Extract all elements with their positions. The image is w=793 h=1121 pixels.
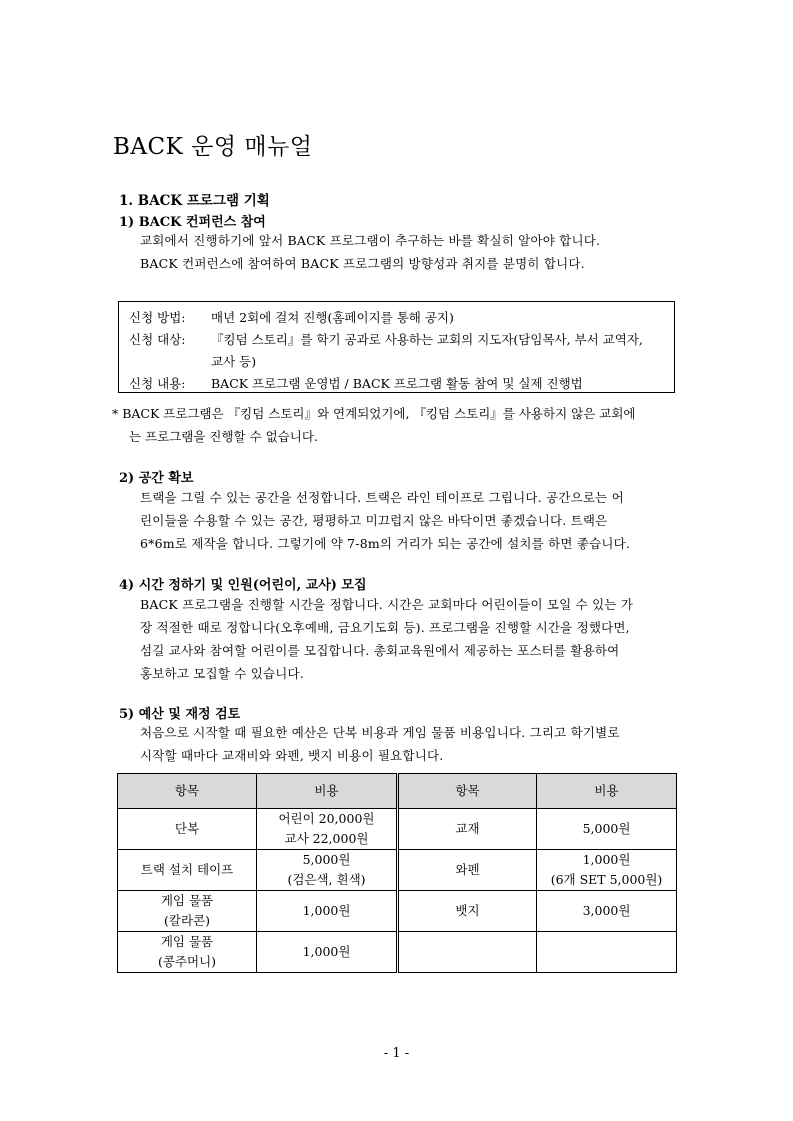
- item-line: (칼라콘): [164, 913, 210, 928]
- note-line: * BACK 프로그램은 『킹덤 스토리』와 연계되었기에, 『킹덤 스토리』를 사용하지 않은 교회에: [112, 406, 636, 421]
- paragraph-line: 장 적절한 때로 정합니다(오후예배, 금요기도회 등). 프로그램을 진행할 시간을 정했다면,: [140, 620, 630, 635]
- target-value-continued: 교사 등): [211, 354, 257, 369]
- item-cell: 단복: [118, 809, 257, 850]
- conference-paragraph: [140, 229, 678, 275]
- application-info-box: [118, 301, 675, 393]
- item-cell: 뱃지: [398, 891, 537, 932]
- page-number: - 1 -: [383, 1046, 410, 1061]
- table-row: [118, 891, 677, 932]
- budget-table: [117, 773, 677, 973]
- table-row: [118, 850, 677, 891]
- item-cell: 와펜: [398, 850, 537, 891]
- item-line: 게임 물품: [160, 934, 214, 949]
- cost-cell: 1,000원: [257, 932, 398, 973]
- target-label: 신청 대상:: [129, 332, 186, 347]
- paragraph-line: 홍보하고 모집할 수 있습니다.: [140, 666, 304, 681]
- note-line: 는 프로그램을 진행할 수 없습니다.: [129, 429, 318, 444]
- header-cell: 비용: [537, 774, 677, 809]
- cost-line: 교사 22,000원: [284, 831, 369, 846]
- subsection-heading-budget: 5) 예산 및 재정 검토: [119, 707, 241, 722]
- subsection-heading-space: 2) 공간 확보: [119, 471, 194, 486]
- paragraph-line: 섬길 교사와 참여할 어린이를 모집합니다. 총회교육원에서 제공하는 포스터를 활용하여: [140, 643, 620, 658]
- method-value: 매년 2회에 걸쳐 진행(홈페이지를 통해 공지): [211, 310, 454, 325]
- cost-cell: [537, 850, 677, 891]
- subsection-heading-conference: 1) BACK 컨퍼런스 참여: [119, 215, 266, 230]
- paragraph-line: 6*6m로 제작을 합니다. 그렇기에 약 7-8m의 거리가 되는 공간에 설치를 하면 좋습니다.: [140, 536, 631, 551]
- paragraph-line: 린이들을 수용할 수 있는 공간, 평평하고 미끄럽지 않은 바닥이면 좋겠습니다. 트랙은: [140, 513, 608, 528]
- content-value: BACK 프로그램 운영법 / BACK 프로그램 활동 참여 및 실제 진행법: [211, 376, 583, 391]
- paragraph-line: 시작할 때마다 교재비와 와펜, 뱃지 비용이 필요합니다.: [140, 748, 444, 763]
- item-cell: 교재: [398, 809, 537, 850]
- table-header-row: [118, 774, 677, 809]
- target-value: 『킹덤 스토리』를 학기 공과로 사용하는 교회의 지도자(담임목사, 부서 교역자,: [211, 332, 643, 347]
- usage-note: [112, 402, 680, 448]
- budget-paragraph: [140, 721, 678, 767]
- header-cell: 항목: [398, 774, 537, 809]
- paragraph-line: 교회에서 진행하기에 앞서 BACK 프로그램이 추구하는 바를 확실히 알아야 합니다.: [140, 233, 601, 248]
- item-cell: [118, 891, 257, 932]
- cost-cell: 3,000원: [537, 891, 677, 932]
- header-cell: 비용: [257, 774, 398, 809]
- table-row: [118, 809, 677, 850]
- cost-cell: [257, 850, 398, 891]
- item-cell-empty: [398, 932, 537, 973]
- schedule-paragraph: [140, 593, 678, 685]
- cost-line: 어린이 20,000원: [278, 811, 375, 826]
- space-paragraph: [140, 486, 678, 555]
- paragraph-line: 처음으로 시작할 때 필요한 예산은 단복 비용과 게임 물품 비용입니다. 그리고 학기별로: [140, 725, 620, 740]
- cost-cell: 5,000원: [537, 809, 677, 850]
- cost-line: 1,000원: [582, 852, 631, 867]
- table-row: [118, 932, 677, 973]
- item-cell: [118, 932, 257, 973]
- cost-line: (검은색, 흰색): [287, 872, 366, 887]
- paragraph-line: BACK 프로그램을 진행할 시간을 정합니다. 시간은 교회마다 어린이들이 모일 수 있는 가: [140, 597, 634, 612]
- paragraph-line: 트랙을 그릴 수 있는 공간을 선정합니다. 트랙은 라인 테이프로 그립니다. 공간으로는 어: [140, 490, 624, 505]
- method-label: 신청 방법:: [129, 310, 186, 325]
- paragraph-line: BACK 컨퍼런스에 참여하여 BACK 프로그램의 방향성과 취지를 분명히 합니다.: [140, 256, 585, 271]
- cost-line: 5,000원: [302, 852, 351, 867]
- cost-cell: [257, 809, 398, 850]
- cost-line: (6개 SET 5,000원): [550, 872, 663, 887]
- cost-cell: 1,000원: [257, 891, 398, 932]
- item-cell: 트랙 설치 테이프: [118, 850, 257, 891]
- item-line: 게임 물품: [160, 893, 214, 908]
- header-cell: 항목: [118, 774, 257, 809]
- page-title: BACK 운영 매뉴얼: [113, 134, 313, 160]
- section-heading-1: 1. BACK 프로그램 기획: [119, 193, 270, 209]
- cost-cell-empty: [537, 932, 677, 973]
- content-label: 신청 내용:: [129, 376, 186, 391]
- subsection-heading-schedule: 4) 시간 정하기 및 인원(어린이, 교사) 모집: [119, 578, 367, 593]
- item-line: (콩주머니): [157, 954, 217, 969]
